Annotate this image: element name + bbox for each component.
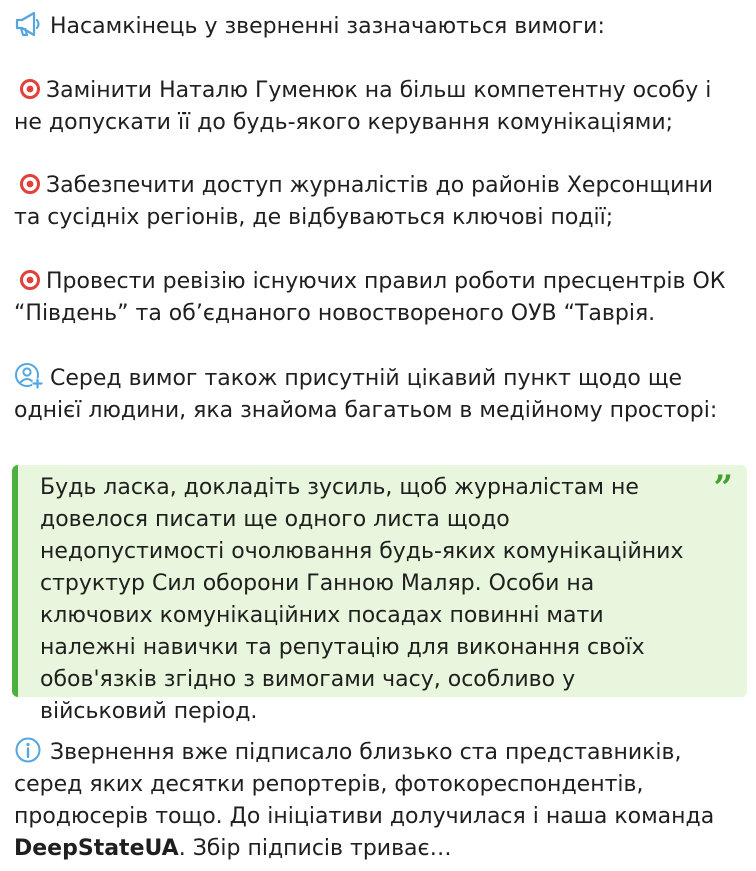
quote-text: Будь ласка, докладіть зусиль, щоб журналістам не довелося писати ще одного листа щодо недопустимості очолювання будь-яких комунікаційних структур Сил оборони Ганною Маляр. Особи на ключових комунікаційних посадах повинні мати належні навички та репутацію для виконання своїх обов'язків згідно з вимогами часу, особливо у військовий період. <box>40 475 684 724</box>
demand-item-1 <box>14 75 746 139</box>
brand-name: DeepStateUA <box>14 836 179 861</box>
demand-text-3: Провести ревізію існуючих правил роботи пресцентрів ОК “Південь” та об’єднаного новоствореного ОУВ “Таврія. <box>14 269 726 326</box>
megaphone-icon <box>14 10 44 38</box>
target-icon <box>20 79 40 99</box>
quote-mark-icon: ” <box>713 468 733 508</box>
closing-tail: . Збір підписів триває… <box>178 836 452 861</box>
intro-text: Насамкінець у зверненні зазначаються вимоги: <box>50 14 605 39</box>
demand-text-2: Забезпечити доступ журналістів до районів Херсонщини та сусідніх регіонів, де відбуваються ключові події; <box>14 173 714 230</box>
add-person-icon <box>14 362 44 390</box>
demand-text-1: Замінити Наталю Гуменюк на більш компетентну особу і не допускати її до будь-якого керування комунікаціями; <box>14 78 712 135</box>
closing-paragraph <box>14 736 746 865</box>
info-icon <box>14 736 44 764</box>
intro-paragraph <box>14 10 746 43</box>
extra-paragraph <box>14 362 746 427</box>
extra-text: Серед вимог також присутній цікавий пункт щодо ще однієї людини, яка знайома багатьом в медійному просторі: <box>14 366 718 423</box>
target-icon <box>20 174 40 194</box>
target-icon <box>20 270 40 290</box>
demand-item-3 <box>14 266 746 330</box>
demand-item-2 <box>14 170 746 234</box>
blockquote <box>12 465 747 724</box>
closing-text: Звернення вже підписало близько ста представників, серед яких десятки репортерів, фотокореспондентів, продюсерів тощо. До ініціативи долучилася і наша команда <box>14 740 715 829</box>
